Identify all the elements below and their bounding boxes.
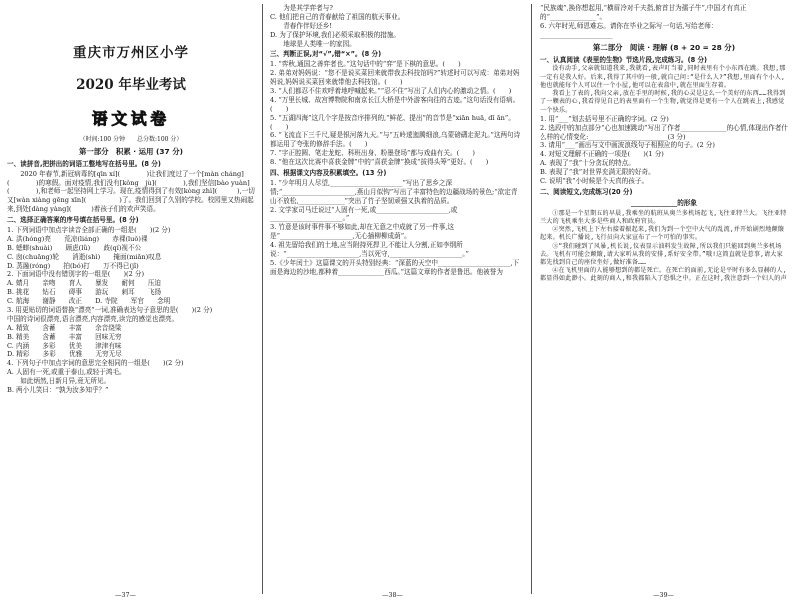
page-number-37: —37— <box>115 591 136 599</box>
story-paragraph: ④在飞机里面的人能够想到的都是死亡。在死亡的面前,无论是平时有多么显赫的人,都显得如此渺小。此刻的商人,和我都陷入了恐惧之中。正在这时,我注意到一个妇人的声 <box>540 267 787 283</box>
section4-heading: 四、根据课文内容及积累填空。(13 分) <box>270 169 387 178</box>
reading1-paragraph: 没有动手,父亲就知道我来,我就看,表声叮当着,同时表里有个小东西在跳。我想,那一定有是我人好。后来,我得了其中的一般,就自己问:“是什么人?”我想,里面有个小人,他也就能每个人可以住一个小屋,他可以在表盒中,就在里面生存着。 <box>540 65 786 89</box>
story-paragraph: ③“我们碰到了风暴,机长说,仪表显示油料发生故障,所以我们只能回到奥兰多机场去。飞机有可能会颠簸,请大家听从我的安排,系好安全带。”哦!这简直就是惹事,请大家都先找到自己的座位坐好,做好准备…… <box>540 242 783 266</box>
page-39-column <box>540 4 788 592</box>
option-line: 为是其学弈者与? <box>283 4 333 12</box>
option-line: D. 为了保护环境,我们必须采取积极的措施。 <box>270 30 401 39</box>
question: 3. 用更贴切的词语替换“漂亮”一词,准确表达句子意思的是( )(2 分) <box>7 306 213 315</box>
option-line: 青春作伴好还乡! <box>283 21 332 30</box>
exam-meta: （时间:100 分钟 总分数:100 分） <box>79 135 183 143</box>
fill-item: 3. 竹意是该时事件事不够如此,却在无意之中成就了另一件事,这是“______________________,无心插柳柳成荫”。 <box>270 223 455 241</box>
column-divider <box>531 4 532 594</box>
question: 4. 下列句子中加点字词的意思完全相同的一组是( )(2 分) <box>7 359 184 368</box>
option: A. 表现了“我”十分贪玩的特点。 <box>540 159 635 168</box>
option: A. 洪(hóng)亮 荒凉(liáng) 赤裸(luǒ)裸 <box>7 234 148 243</box>
section1-heading: 一、读拼音,把拼出的词语工整地写在括号里。(8 分) <box>7 159 161 168</box>
reading2-heading: 二、阅读短文,完成练习(20 分) <box>540 187 633 196</box>
option-line: C. 他们把自己的青春献给了祖国的航天事业。 <box>270 12 405 21</box>
school-title: 重庆市万州区小学 <box>73 45 189 61</box>
option: B. 表现了“我”对世界充满无限的好奇。 <box>540 168 655 177</box>
judge-item: 7. “字正腔圆、笔走龙蛇、科班出身、粉墨登场”都与戏曲有关。( ) <box>270 149 475 158</box>
option: B. 蟋蟀(shuài) 顾虑(lǜ) 歧(qí)视不公 <box>7 243 142 252</box>
part1-heading: 第一部分 积累 · 运用 (37 分) <box>78 146 184 156</box>
option: B. 两小儿笑曰：“孰为汝多知乎？” <box>7 386 109 395</box>
option: B. 精美 含蓄 丰富 回味无穷 <box>7 332 122 341</box>
column-divider <box>262 4 263 594</box>
story-paragraph: ②突然,飞机上下左右接着振起来,我们为到一个空中大气的乱流,并开始剧烈地颠簸起来。机长广播说,飞行员向大家宣布了一个可怕的事实。 <box>540 226 785 242</box>
reading1-question: 2. 选段中的加点部分“心也加速跳动”写出了作者______________的心情,体现出作者什么样的心情变化:________________________(3 分) <box>540 123 788 141</box>
option-line: 地球是人类唯一的家园。 <box>283 39 356 48</box>
option: D. 蒸融(róng) 拍(bó)打 万不得已(jǐ) <box>7 261 139 270</box>
story-paragraph: ①那是一个星期五的早晨,我乘坐的航班从奥兰多机场起飞,飞往亚特兰大。飞往亚特兰大的飞机乘坐大多是些商人和政府官员。 <box>540 209 787 225</box>
question: 1. 下列词语中加点字读音全部正确的一组是( )(2 分) <box>7 226 171 235</box>
fill-item: 5.《少年闰土》这篇课文的开头特别经典：“深蓝的天空中______________________,下面是海边的沙地,都种着______________西瓜。”这篇文章的作者是鲁迅。他被誉为 <box>270 258 520 276</box>
option: A. 精致 含蓄 丰富 余音绕梁 <box>7 323 122 332</box>
fill-item: 1. “少年明月人尽望,______________________”写出了思乡之深情;“______________________,燕山月似钩”写出了丰富特色的边疆战场的景色;“欲定青山不放松,______________”突出了竹子坚韧顽强又执着的品质。 <box>270 178 518 205</box>
reading1-heading: 一、认真阅读《表里的生物》节选片段,完成练习。(8 分) <box>540 55 708 64</box>
reading1-question: 1. 用“___”划去括号里不正确的字词。(2 分) <box>540 114 669 123</box>
judge-item: 5. “五湖四海”这几个字是按音序排列的,“鲜花、提出”的音节是“xiān huā, dī ān”。( ) <box>270 113 515 131</box>
exam-title: 2020 年毕业考试 <box>76 77 186 94</box>
reading1-question: 4. 对短文理解不正确的一项是( )(1 分) <box>540 150 664 159</box>
judge-item: 3. “人们都忍不住欢呼着地呼喊起来。”“忍不住”写出了人们内心的激动之情。( ) <box>270 87 512 96</box>
fill-item: 6. 六年时光,师恩难忘。请你在毕业之际写一句话,写给老师：______________________ <box>540 21 718 39</box>
page-number-39: —39— <box>653 591 674 599</box>
page-38-column <box>270 4 522 592</box>
fill-item: 2. 文学家司马迁说过“人固有一死,或______________________,或______________________。” <box>270 205 458 223</box>
judge-item: 4. “万里长城、故宫博物院和南京长江大桥是中外游客向往的古迹。”这句话没有语病。( ) <box>270 95 520 113</box>
judge-item: 6. “飞流直下三千尺,疑是银河落九天。”与“五岭逶迤腾细浪,乌蒙磅礴走泥丸。”这两句诗都运用了夸张的修辞手法。( ) <box>270 131 521 149</box>
section2-heading: 二、选择正确答案的序号填在括号里。(8 分) <box>7 216 139 225</box>
judge-item: 1. “弈秋,通国之善弈者也。”这句话中的“弈”是下棋的意思。( ) <box>270 60 461 69</box>
fill-continuation: “民族魂”,换你想起用,“横眉冷对千夫指,俯首甘为孺子牛”,中国才有真正的“______________”。 <box>540 4 747 21</box>
option: C. 说明“我”小时候是个天真的孩子。 <box>540 176 649 185</box>
option: C. 内涵 多彩 优美 津津有味 <box>7 341 122 350</box>
option: A. 蜻月 亲吻 育人 暴发 耐何 压迫 <box>7 279 162 288</box>
option: A. 人固有一死,或重于泰山,或轻于鸿毛。 <box>7 368 126 377</box>
question-sentence: 中国的诗词很漂亮,语言漂亮,内容漂亮,读完的感觉也漂亮。 <box>7 314 179 323</box>
subject-title: 语文试卷 <box>91 109 170 128</box>
page-number-38: —38— <box>382 591 403 599</box>
option: C. 囱(chuāng)轮 消逝(shì) 掩面(miǎn)叹息 <box>7 252 162 261</box>
judge-item: 2. 弟弟对妈妈说：“您不是说买菜回来就带我去科技馆吗?”转述时可以写成：弟弟对妈妈说,妈妈说买菜回来就带他去科技馆。( ) <box>270 69 520 87</box>
question: 2. 下面词语中没有错别字的一组是( )(2 分) <box>7 270 145 279</box>
fill-item: 4. 祖先留给我们的土地,应当附持死捍卫,不能让人分割,正如李纲所说：“______________________,当以死守,______________________。” <box>270 241 469 259</box>
page-37-column <box>7 4 255 592</box>
reading1-paragraph: 我看上了表的,我向父亲,放在手里的时候,我的心灵是这么一个美好的东西……我得到了一颗表的心,我看得见自己的表里面有一个生物,就觉得是更有一个人在跳表上,我感觉一个快乐。 <box>540 90 786 114</box>
option: D. 精彩 多彩 优雅 无穷无尽 <box>7 350 122 359</box>
story-title: ______________的形象 <box>631 198 697 207</box>
judge-item: 8. “他在这次比赛中喜获金牌”中的“喜获金牌”换成“拔得头筹”更好。( ) <box>270 158 489 167</box>
option: C. 航海 谢静 改正 D. 寺院 军官 念明 <box>7 297 171 306</box>
option: B. 挑花 钻石 碍事 游玩 刺耳 飞扬 <box>7 288 162 297</box>
section1-paragraph: 2020 年春节,新冠病毒的[qīn xí]( )让我们度过了一个[màn cháng]( )的寒假。面对疫情,我们没有[kǒng jù]( ),我们坚信[bào yuàn]( ),和老师一起坚持网上学习。现在,疫情得到了有效[kòng zhì]( ),一切又[wàn xiàng gēng xīn]( )了。我们回到了久别的学校。校园里又热闹起来,到处[dàng yàng]( )着孩子们的欢声笑语。 <box>7 169 255 214</box>
section3-heading: 三、判断正误,对“√”,错“×”。(8 分) <box>270 50 382 59</box>
option: 如此炳然,日新月异,竟无所见。 <box>20 377 111 386</box>
part2-heading: 第二部分 阅读 · 理解 (8 + 20 = 28 分) <box>592 42 736 52</box>
reading1-question: 3. 请用“___”画出与文中画波浪线句子相照应的句子。(2 分) <box>540 141 715 150</box>
